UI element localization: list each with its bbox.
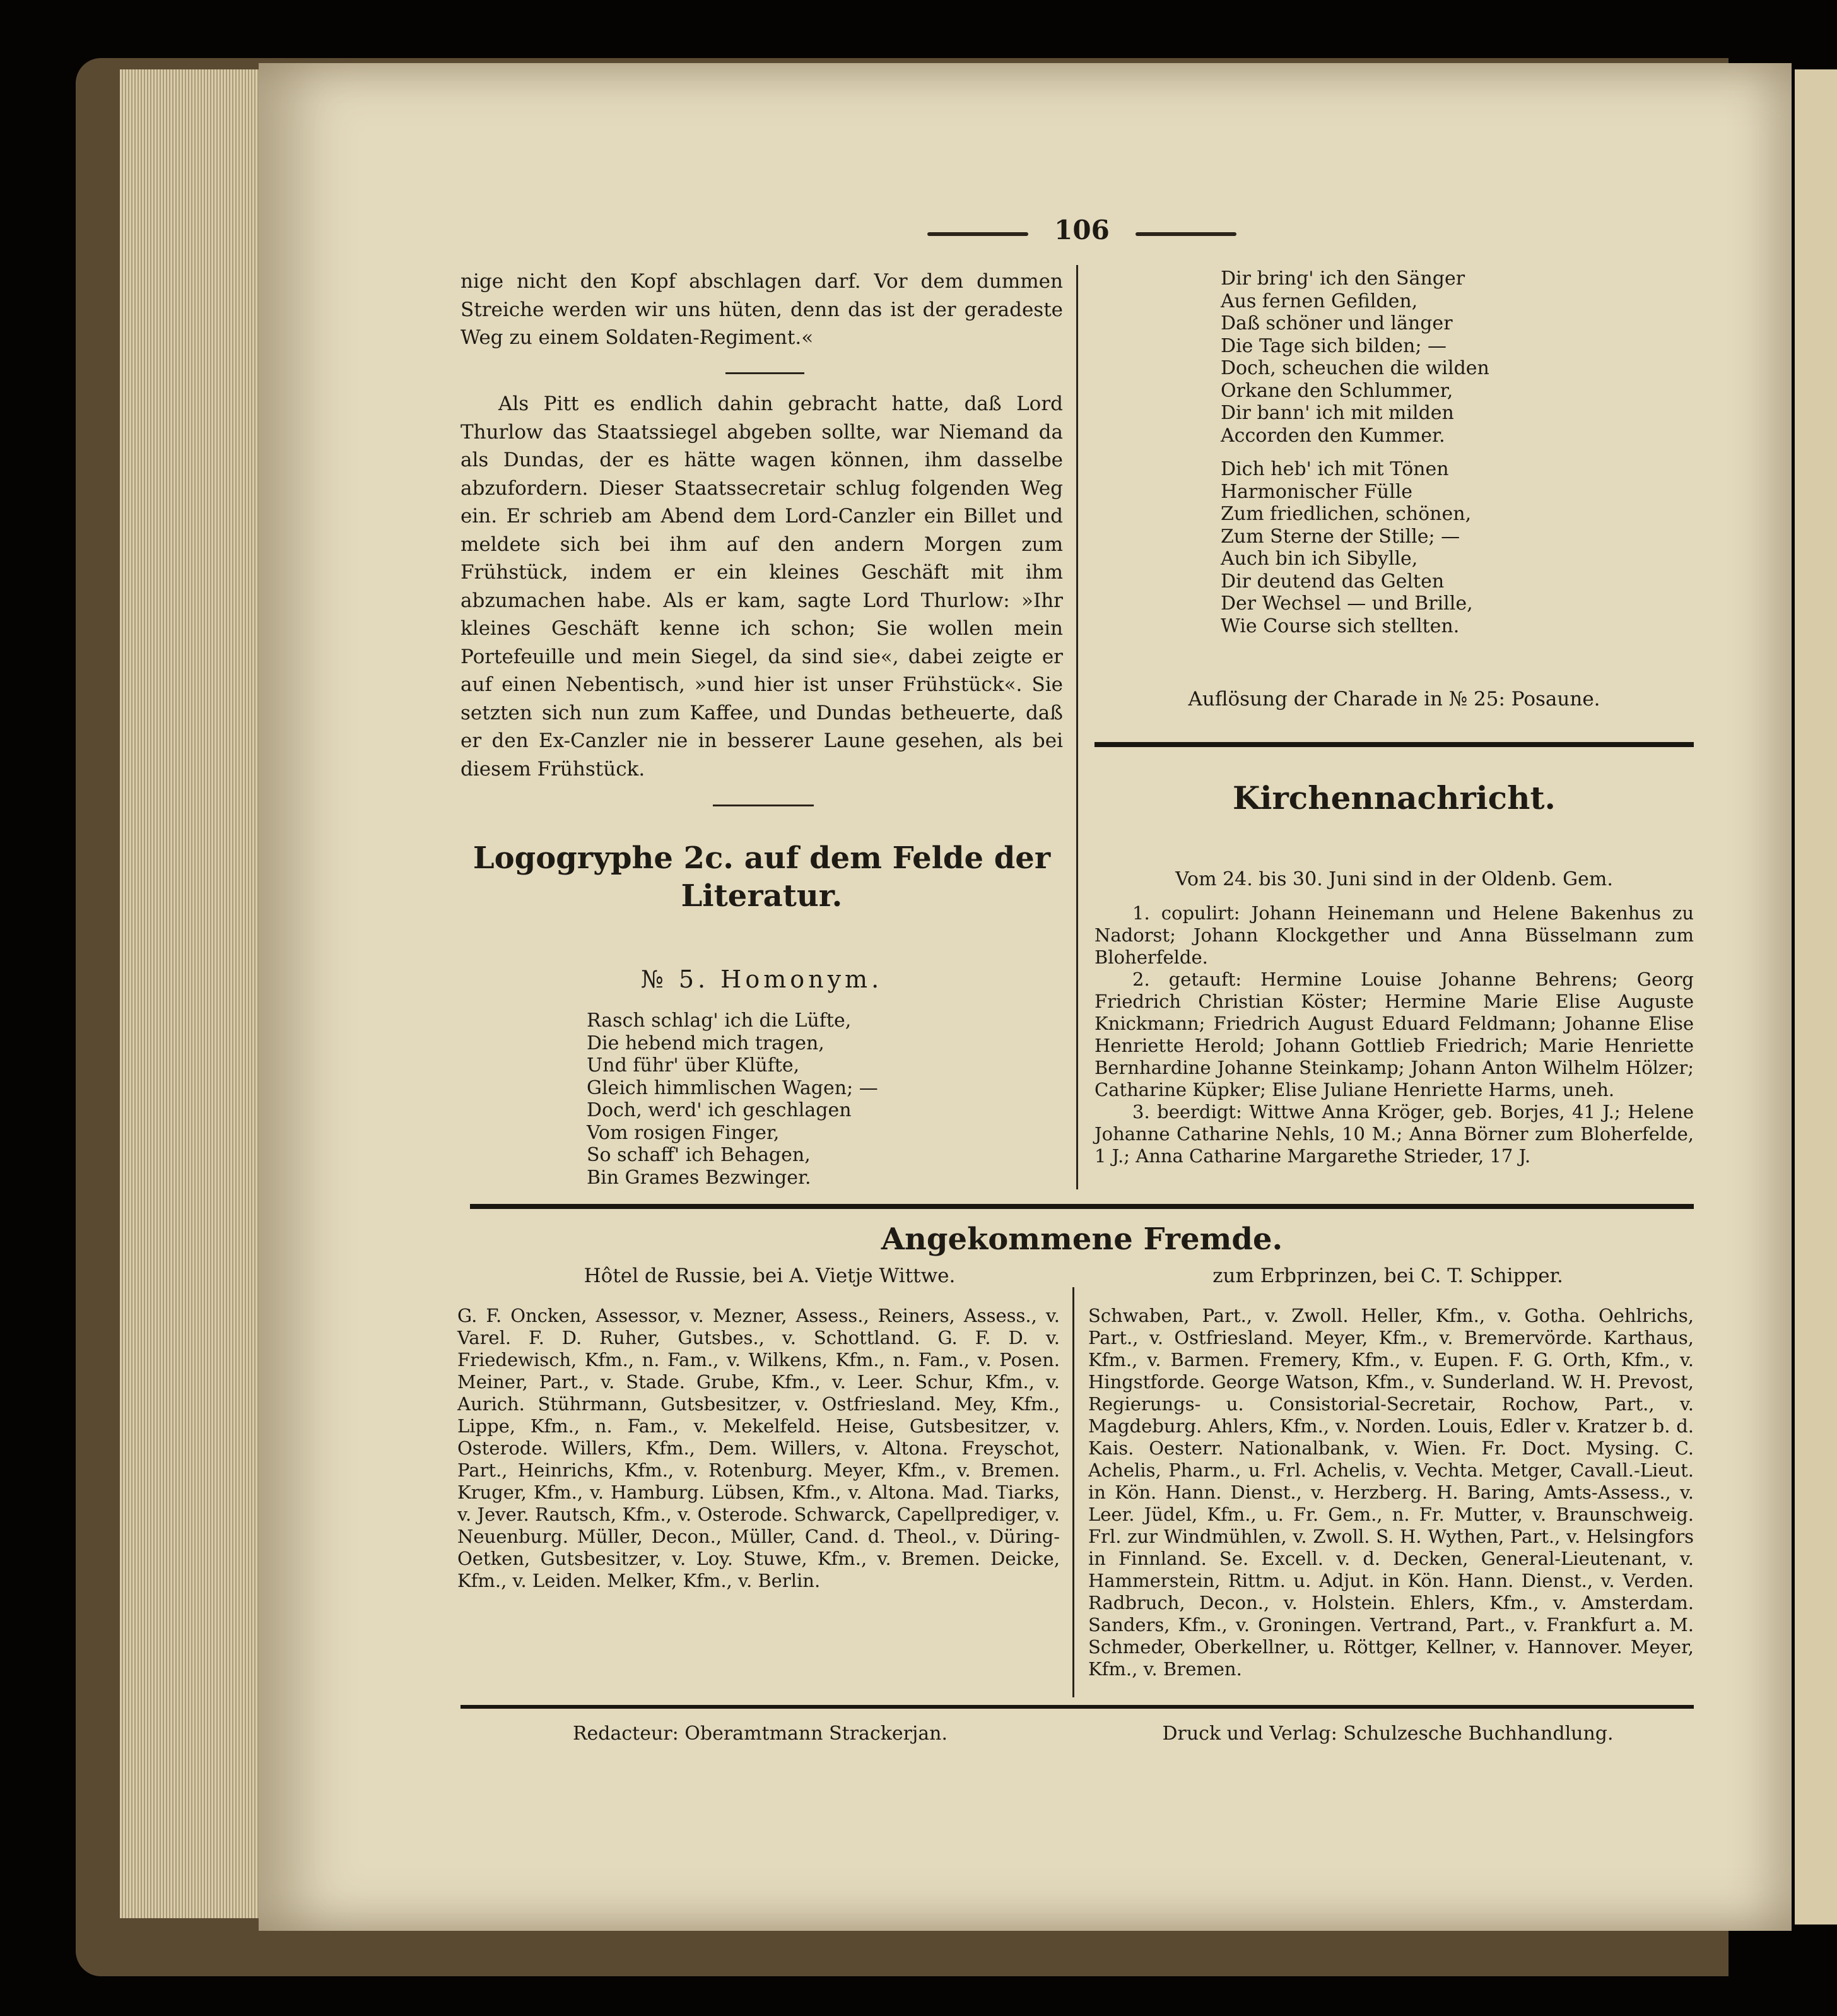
poem-line: Accorden den Kummer. — [1221, 424, 1445, 447]
poem-line: So schaff' ich Behagen, — [587, 1144, 811, 1166]
poem-line: Aus fernen Gefilden, — [1221, 290, 1418, 312]
homonym-heading: № 5. Homonym. — [640, 965, 883, 993]
strangers-title: Angekommene Fremde. — [881, 1222, 1283, 1257]
poem-line: Dich heb' ich mit Tönen — [1221, 458, 1449, 480]
anecdote-paragraph: Als Pitt es endlich dahin gebracht hatte, daß Lord Thurlow das Staatssiegel abgeben sollte, war Niemand da als Dundas, der es hätte wagen können, ihm dasselbe abzufordern. Dieser Staatssecretair schlug folgenden Weg ein. Er schrieb am Abend dem Lord-Canzler ein Billet und meldete sich bei ihm auf den andern Morgen zum Frühstück, indem er ein kleines Geschäft mit ihm abzumachen habe. Als er kam, sagte Lord Thurlow: »Ihr kleines Geschäft kenne ich schon; Sie wollen mein Portefeuille und mein Siegel, da sind sie«, dabei zeigte er auf einen Nebentisch, »und hier ist unser Frühstück«. Sie setzten sich nun zum Kaffee, und Dundas betheuerte, daß er den Ex-Canzler nie in besserer Laune gesehen, als bei diesem Frühstück. — [461, 392, 1063, 781]
page-number: 106 — [1054, 215, 1110, 245]
header-ornament-right — [1136, 232, 1236, 236]
church-getauft: 2. getauft: Hermine Louise Johanne Behrens; Georg Friedrich Christian Köster; Hermine Marie Elise Auguste Knickmann; Friedrich August Eduard Feldmann; Johanne Elise Henriette Herold; Johann Gottlieb Friedrich; Marie Henriette Bernhardine Johanne Steinkamp; Johann Anton Wilhelm Hölzer; Catharine Küpker; Elise Juliane Henriette Harms, uneh. — [1095, 969, 1694, 1100]
poem-line: Gleich himmlischen Wagen; — — [587, 1076, 878, 1099]
poem-line: Doch, werd' ich geschlagen — [587, 1099, 852, 1121]
poem-line: Vom rosigen Finger, — [587, 1121, 780, 1144]
section-divider — [713, 805, 814, 806]
column-divider — [1076, 265, 1078, 1189]
poem-line: Die hebend mich tragen, — [587, 1032, 825, 1054]
poem-line: Rasch schlag' ich die Lüfte, — [587, 1010, 852, 1032]
footer-editor: Redacteur: Oberamtmann Strackerjan. — [572, 1723, 948, 1745]
church-beerdigt: 3. beerdigt: Wittwe Anna Kröger, geb. Borjes, 41 J.; Helene Johanne Catharine Nehls, 10 M.; Anna Börner zum Bloherfelde, 1 J.; Anna Catharine Margarethe Strieder, 17 J. — [1095, 1101, 1694, 1167]
logogryph-title-line2: Literatur. — [681, 878, 843, 914]
header-ornament-left — [927, 232, 1028, 236]
homonym-poem — [587, 1010, 940, 1189]
logogryph-title-line1: Logogryphe 2c. auf dem Felde der — [472, 840, 1051, 876]
poem-line: Die Tage sich bilden; — — [1221, 334, 1447, 357]
poem-line: Dir deutend das Gelten — [1221, 570, 1445, 592]
poem-line: Doch, scheuchen die wilden — [1221, 357, 1489, 379]
poem-line: Auch bin ich Sibylle, — [1221, 548, 1418, 570]
anecdote-block — [461, 390, 1063, 783]
erbprinzen-heading: zum Erbprinzen, bei C. T. Schipper. — [1212, 1264, 1563, 1287]
poem-line: Und führ' über Klüfte, — [587, 1054, 800, 1076]
next-page-strip — [1795, 69, 1837, 1925]
poem-line: Orkane den Schlummer, — [1221, 379, 1453, 402]
church-news-entries — [1095, 902, 1694, 1167]
poem-line: Wie Course sich stellten. — [1221, 615, 1460, 637]
charade-solution: Auflösung der Charade in № 25: Posaune. — [1188, 688, 1600, 710]
left-column — [461, 268, 1063, 352]
section-divider — [725, 372, 804, 374]
strangers-column-divider — [1072, 1287, 1074, 1697]
charade-poem-part-b — [1221, 458, 1561, 637]
hotel-russie-heading: Hôtel de Russie, bei A. Vietje Wittwe. — [584, 1264, 956, 1287]
hotel-russie-guest-list: G. F. Oncken, Assessor, v. Mezner, Assess., Reiners, Assess., v. Varel. F. D. Ruher, Gutsbes., v. Schottland. G. F. D. v. Friedewisch, Kfm., n. Fam., v. Wilkens, Kfm., n. Fam., v. Posen. Meiner, Part., v. Stade. Grube, Kfm., v. Leer. Schur, Kfm., v. Aurich. Stührmann, Gutsbesitzer, v. Ostfriesland. Mey, Kfm., Lippe, Kfm., n. Fam., v. Mekelfeld. Heise, Gutsbesitzer, v. Osterode. Willers, Kfm., Dem. Willers, v. Altona. Freyschot, Part., Heinrichs, Kfm., v. Rotenburg. Meyer, Kfm., v. Bremen. Kruger, Kfm., v. Hamburg. Lübsen, Kfm., v. Altona. Mad. Tiarks, v. Jever. Rautsch, Kfm., v. Osterode. Schwarck, Capellprediger, v. Neuenburg. Müller, Decon., Müller, Cand. d. Theol., v. Düring-Oetken, Gutsbesitzer, v. Loy. Stuwe, Kfm., v. Bremen. Deicke, Kfm., v. Leiden. Melker, Kfm., v. Berlin. — [457, 1305, 1060, 1591]
section-rule — [1095, 742, 1694, 747]
poem-line: Dir bann' ich mit milden — [1221, 402, 1454, 424]
section-rule-strangers — [470, 1204, 1694, 1209]
erbprinzen-guests — [1088, 1305, 1694, 1680]
footer-rule — [461, 1705, 1694, 1709]
church-intro: Vom 24. bis 30. Juni sind in der Oldenb. Gem. — [1175, 868, 1613, 890]
logogryph-title — [461, 839, 1063, 915]
poem-line: Zum friedlichen, schönen, — [1221, 503, 1472, 525]
erbprinzen-guest-list: Schwaben, Part., v. Zwoll. Heller, Kfm., v. Gotha. Oehlrichs, Part., v. Ostfriesland. Meyer, Kfm., v. Bremervörde. Karthaus, Kfm., v. Barmen. Fremery, Kfm., v. Eupen. F. G. Orth, Kfm., v. Hingstforde. George Watson, Kfm., v. Sunderland. W. H. Prevost, Regierungs- u. Consistorial-Secretair, Rochow, Part., v. Magdeburg. Ahlers, Kfm., v. Norden. Louis, Edler v. Kratzer b. d. Kais. Oesterr. Nationalbank, v. Wien. Fr. Doct. Mysing. C. Achelis, Pharm., u. Frl. Achelis, v. Vechta. Metger, Cavall.-Lieut. in Kön. Hann. Dienst., v. Herzberg. H. Baring, Amts-Assess., v. Leer. Jüdel, Kfm., u. Fr. Gem., n. Fr. Mutter, v. Braunschweig. Frl. zur Windmühlen, v. Zwoll. S. H. Wythen, Part., v. Helsingfors in Finnland. Se. Excell. v. d. Decken, General-Lieutenant, v. Hammerstein, Rittm. u. Adjut. in Kön. Hann. Dienst., v. Verden. Radbruch, Decon., v. Holstein. Ehlers, Kfm., v. Amsterdam. Sanders, Kfm., v. Groningen. Vertrand, Part., v. Frankfurt a. M. Schmeder, Oberkellner, u. Röttger, Kellner, v. Hannover. Meyer, Kfm., v. Bremen. — [1088, 1305, 1694, 1680]
poem-line: Der Wechsel — und Brille, — [1221, 592, 1473, 615]
paragraph-continuation: nige nicht den Kopf abschlagen darf. Vor dem dummen Streiche werden wir uns hüten, denn das ist der geradeste Weg zu einem Soldaten-Regiment.« — [461, 270, 1063, 349]
poem-line: Harmonischer Fülle — [1221, 480, 1413, 503]
poem-line: Dir bring' ich den Sänger — [1221, 268, 1465, 290]
charade-poem-part-a — [1221, 268, 1561, 447]
footer-publisher: Druck und Verlag: Schulzesche Buchhandlung. — [1162, 1723, 1614, 1745]
poem-line: Daß schöner und länger — [1221, 312, 1453, 334]
church-copulirt: 1. copulirt: Johann Heinemann und Helene Bakenhus zu Nadorst; Johann Klockgether und Anna Büsselmann zum Bloherfelde. — [1095, 902, 1694, 968]
poem-line: Bin Grames Bezwinger. — [587, 1166, 811, 1189]
church-news-title: Kirchennachricht. — [1233, 779, 1556, 816]
hotel-russie-guests — [457, 1305, 1060, 1592]
poem-line: Zum Sterne der Stille; — — [1221, 525, 1460, 548]
